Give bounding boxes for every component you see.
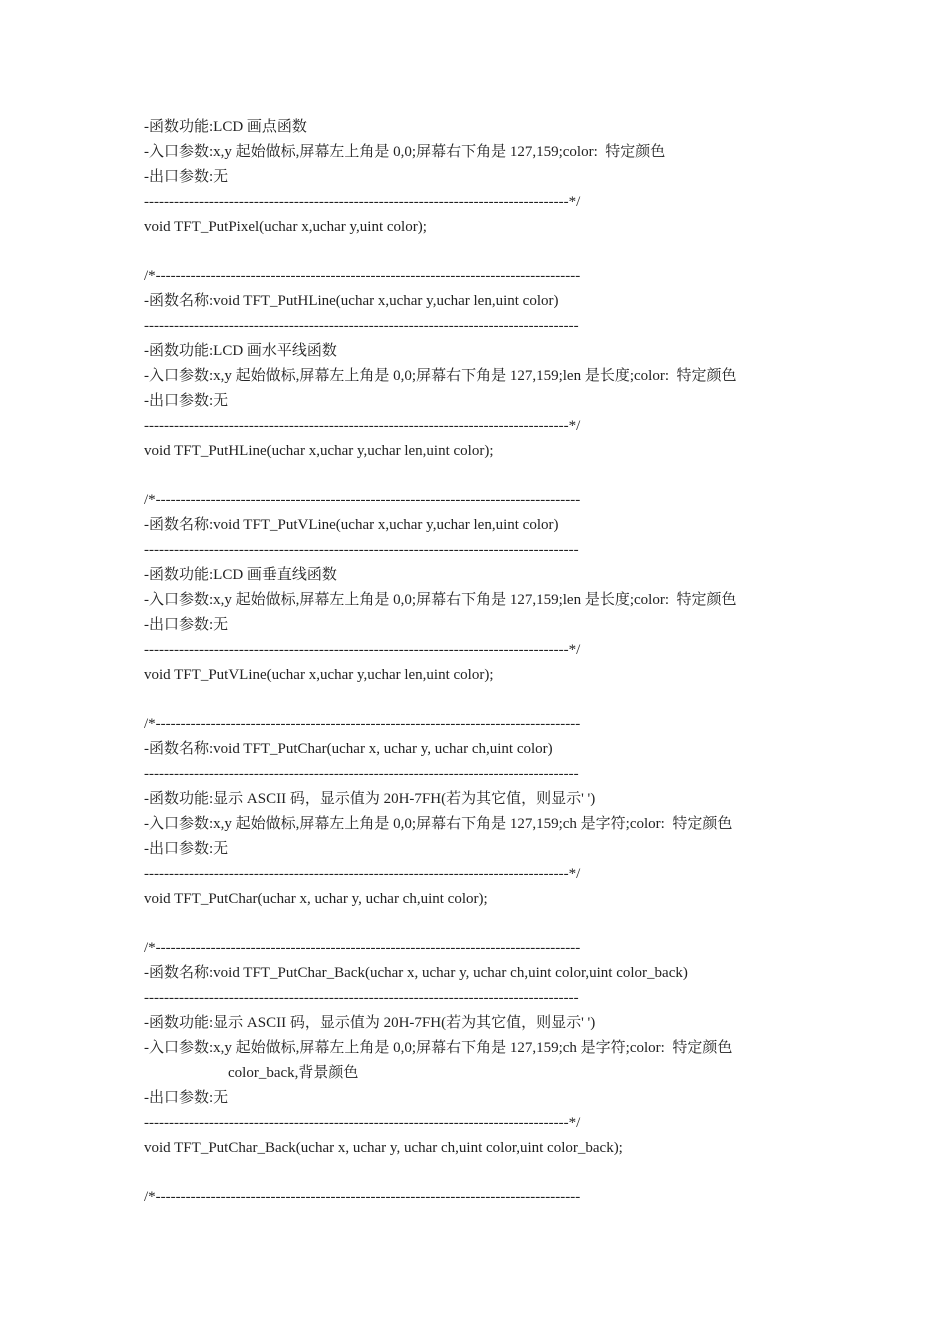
text-line: -入口参数:x,y 起始做标,屏幕左上角是 0,0;屏幕右下角是 127,159;len 是长度;color: 特定颜色 xyxy=(144,367,737,384)
text-line: -函数功能:LCD 画点函数 xyxy=(144,119,307,135)
text-line: --------------------------------------------------------------------------------------- xyxy=(144,766,579,783)
text-line: void TFT_PutVLine(uchar x,uchar y,uchar len,uint color); xyxy=(144,666,494,683)
text-line: -入口参数:x,y 起始做标,屏幕左上角是 0,0;屏幕右下角是 127,159;ch 是字符;color: 特定颜色 xyxy=(144,815,733,832)
text-line: -入口参数:x,y 起始做标,屏幕左上角是 0,0;屏幕右下角是 127,159;len 是长度;color: 特定颜色 xyxy=(144,591,737,608)
text-line: color_back,背景颜色 xyxy=(228,1064,359,1081)
blank-line xyxy=(144,912,844,937)
text-line: -函数名称:void TFT_PutHLine(uchar x,uchar y,uchar len,uint color) xyxy=(144,293,559,310)
blank-line xyxy=(144,239,844,264)
text-line: void TFT_PutChar(uchar x, uchar y, uchar ch,uint color); xyxy=(144,890,488,907)
text-line: -函数功能:显示 ASCII 码，显示值为 20H-7FH(若为其它值，则显示' ') xyxy=(144,791,596,808)
text-line: /*------------------------------------------------------------------------------------- xyxy=(144,716,581,733)
text-line: -入口参数:x,y 起始做标,屏幕左上角是 0,0;屏幕右下角是 127,159;color: 特定颜色 xyxy=(144,143,666,160)
document-body xyxy=(144,115,844,1210)
text-line: -出口参数:无 xyxy=(144,168,229,185)
text-line: --------------------------------------------------------------------------------------- xyxy=(144,318,579,335)
text-line: -------------------------------------------------------------------------------------*/ xyxy=(144,193,581,210)
text-line: -------------------------------------------------------------------------------------*/ xyxy=(144,1114,581,1131)
text-line: --------------------------------------------------------------------------------------- xyxy=(144,542,579,559)
text-line: /*------------------------------------------------------------------------------------- xyxy=(144,268,581,285)
text-line: -出口参数:无 xyxy=(144,1089,229,1106)
text-line: -出口参数:无 xyxy=(144,616,229,633)
text-line: -函数名称:void TFT_PutVLine(uchar x,uchar y,uchar len,uint color) xyxy=(144,517,559,534)
text-line: -函数功能:显示 ASCII 码，显示值为 20H-7FH(若为其它值，则显示' ') xyxy=(144,1015,596,1032)
text-line: -函数功能:LCD 画垂直线函数 xyxy=(144,567,337,584)
text-line: -------------------------------------------------------------------------------------*/ xyxy=(144,641,581,658)
text-line: -------------------------------------------------------------------------------------*/ xyxy=(144,417,581,434)
text-line: void TFT_PutChar_Back(uchar x, uchar y, uchar ch,uint color,uint color_back); xyxy=(144,1139,623,1156)
text-line: /*------------------------------------------------------------------------------------- xyxy=(144,1189,581,1206)
text-line: void TFT_PutPixel(uchar x,uchar y,uint color); xyxy=(144,218,427,235)
text-line: -出口参数:无 xyxy=(144,840,229,857)
text-line: -函数功能:LCD 画水平线函数 xyxy=(144,343,337,360)
text-line: -出口参数:无 xyxy=(144,392,229,409)
text-line: -------------------------------------------------------------------------------------*/ xyxy=(144,865,581,882)
text-line: -入口参数:x,y 起始做标,屏幕左上角是 0,0;屏幕右下角是 127,159;ch 是字符;color: 特定颜色 xyxy=(144,1039,733,1056)
text-line: /*------------------------------------------------------------------------------------- xyxy=(144,492,581,509)
text-line: -函数名称:void TFT_PutChar(uchar x, uchar y, uchar ch,uint color) xyxy=(144,741,553,758)
blank-line xyxy=(144,687,844,712)
text-line: /*------------------------------------------------------------------------------------- xyxy=(144,940,581,957)
blank-line xyxy=(144,1160,844,1185)
text-line: -函数名称:void TFT_PutChar_Back(uchar x, uchar y, uchar ch,uint color,uint color_back) xyxy=(144,965,688,982)
text-line: void TFT_PutHLine(uchar x,uchar y,uchar len,uint color); xyxy=(144,442,494,459)
text-line: --------------------------------------------------------------------------------------- xyxy=(144,990,579,1007)
blank-line xyxy=(144,463,844,488)
